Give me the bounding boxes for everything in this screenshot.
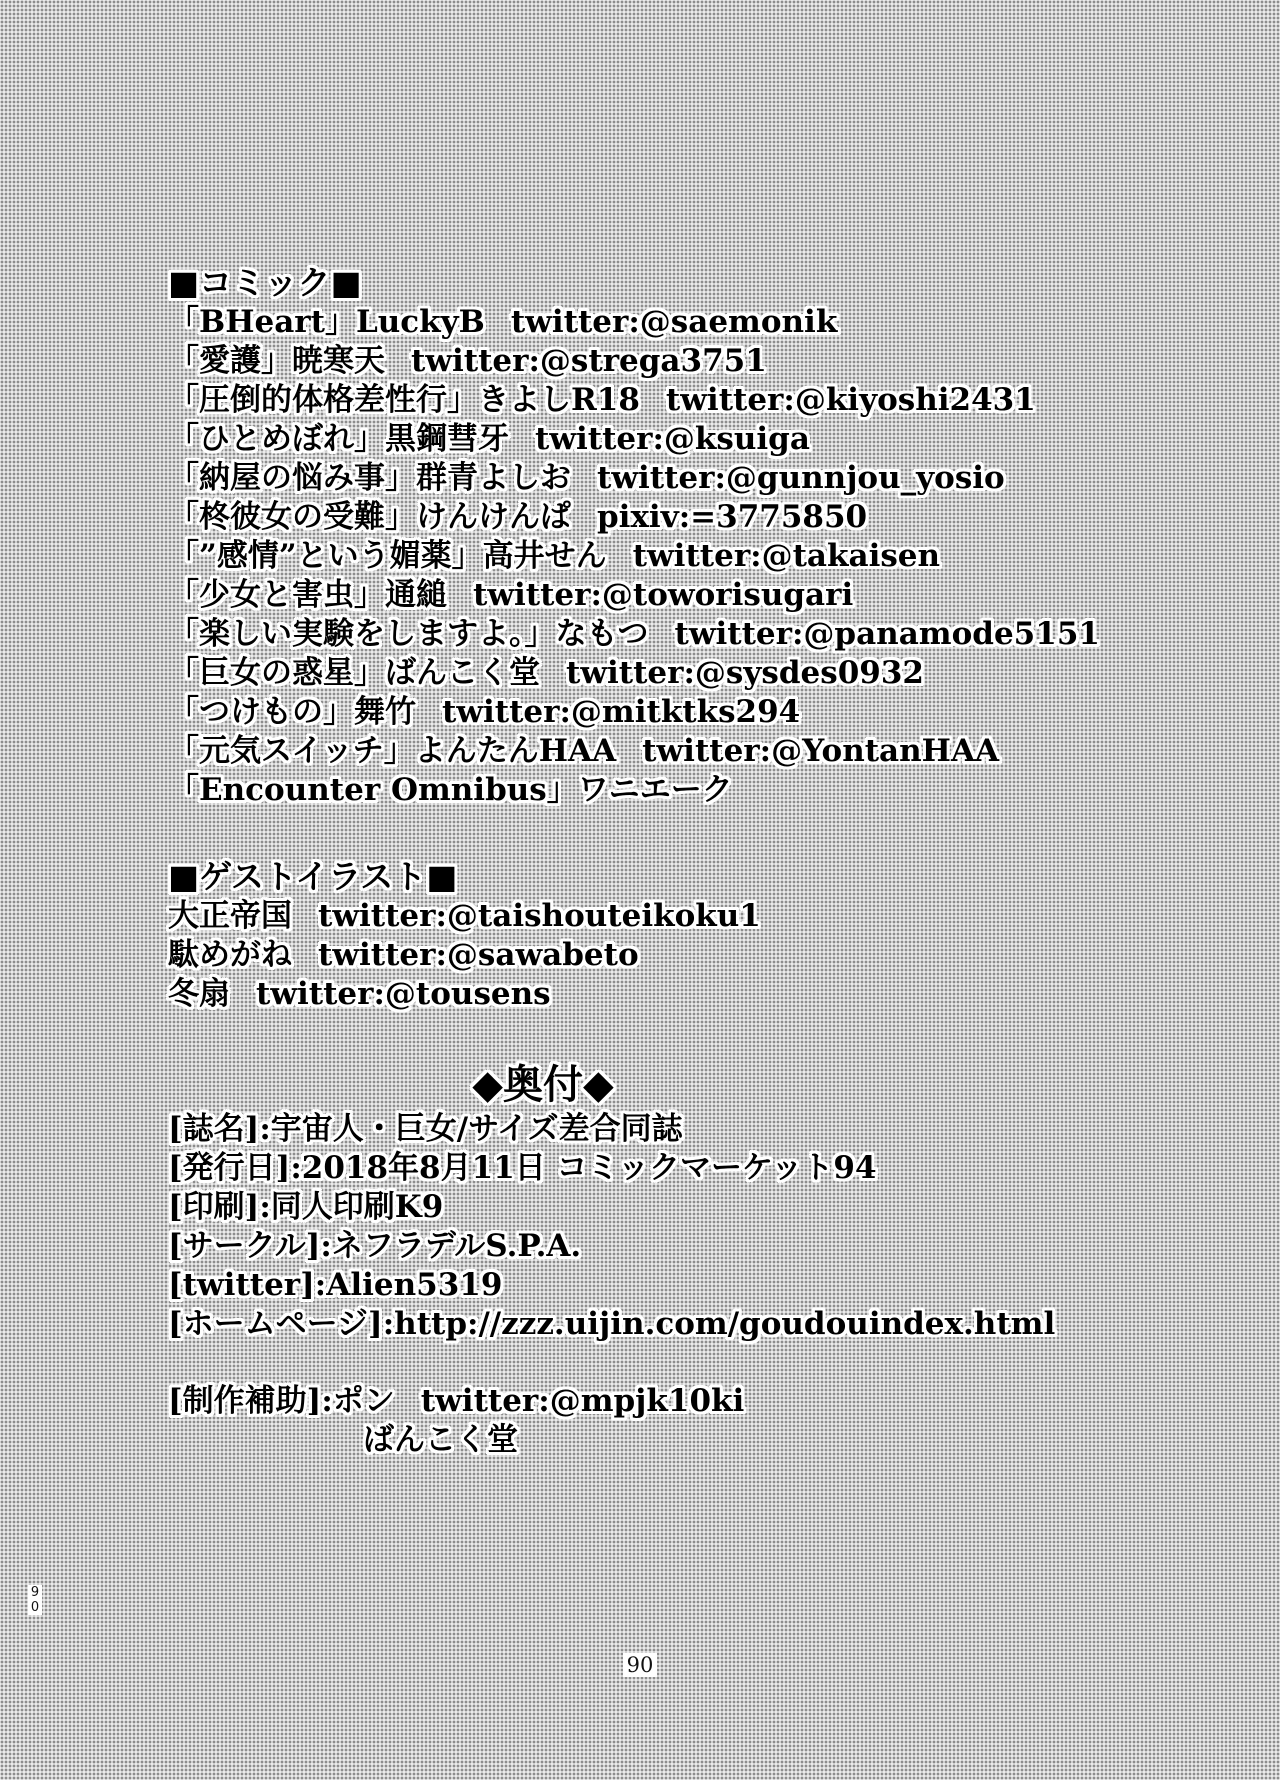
guest-name: 冬扇 [168,976,230,1012]
comic-contact: twitter:@toworisugari [473,577,854,613]
page-number: 90 [623,1653,658,1677]
comic-work: 「巨女の惑星」ばんこく堂 [168,655,540,691]
guest-contact: twitter:@sawabeto [318,937,639,973]
comic-work: 「愛護」暁寒天 [168,343,385,379]
comic-entry [168,381,1228,420]
comic-contact: pixiv:=3775850 [597,499,868,535]
comic-entry [168,576,1228,615]
comic-contact: twitter:@takaisen [632,538,941,574]
colophon-title: ◆奥付◆ [472,1061,614,1108]
comic-work: 「BHeart」LuckyB [168,304,485,340]
colophon-row [168,1149,1228,1188]
comic-contact: twitter:@sysdes0932 [566,655,924,691]
comic-contact: twitter:@panamode5151 [674,616,1100,652]
comic-section [168,263,1228,810]
guest-name: 大正帝国 [168,898,292,934]
comic-contact: twitter:@YontanHAA [642,733,1000,769]
comic-work: 「納屋の悩み事」群青よしお [168,460,571,496]
assist-name: ポン [332,1383,395,1419]
colophon-homepage-url: http://zzz.uijin.com/goudouindex.html [394,1306,1056,1342]
comic-work: 「元気スイッチ」よんたんHAA [168,733,617,769]
comic-entry [168,459,1228,498]
comic-entry [168,537,1228,576]
comic-contact: twitter:@saemonik [510,304,838,340]
comic-contact: twitter:@strega3751 [411,343,767,379]
colophon-label: [twitter]: [168,1267,327,1303]
comic-entry [168,732,1228,771]
guest-name: 駄めがね [168,937,292,973]
comic-work: 「楽しい実験をしますよ。」なもつ [168,616,649,652]
comic-heading: ■コミック■ [168,263,362,302]
colophon-label: [サークル]: [168,1228,332,1264]
comic-entry [168,615,1228,654]
spacer [168,1344,1228,1382]
comic-contact: twitter:@mitktks294 [442,694,801,730]
guest-contact: twitter:@taishouteikoku1 [318,898,761,934]
colophon-label: [印刷]: [168,1189,271,1225]
guest-entry [168,936,1228,975]
comic-entry [168,771,1228,810]
guest-entry [168,975,1228,1014]
colophon-row [168,1188,1228,1227]
comic-contact: twitter:@ksuiga [535,421,810,457]
comic-work: 「圧倒的体格差性行」きよしR18 [168,382,640,418]
colophon-label: [発行日]: [168,1150,302,1186]
comic-work: 「つけもの」舞竹 [168,694,416,730]
comic-work: 「Encounter Omnibus」ワニエーク [168,772,733,808]
colophon-row [168,1266,1228,1305]
page-number-footer [0,1653,1280,1677]
guest-entry [168,897,1228,936]
comic-entry [168,420,1228,459]
colophon-label: [誌名]: [168,1111,271,1147]
side-page-number: 9 0 [28,1585,42,1615]
colophon-row [168,1110,1228,1149]
colophon-value: 同人印刷K9 [270,1189,444,1225]
comic-work: 「少女と害虫」通縋 [168,577,447,613]
colophon-value: 2018年8月11日 コミックマーケット94 [301,1150,877,1186]
guest-heading: ■ゲストイラスト■ [168,857,458,896]
colophon-label: [ホームページ]: [168,1306,395,1342]
comic-entry [168,654,1228,693]
comic-entry [168,342,1228,381]
comic-contact: twitter:@kiyoshi2431 [665,382,1036,418]
comic-entry [168,303,1228,342]
colophon-row [168,1227,1228,1266]
comic-entry [168,498,1228,537]
comic-work: 「ひとめぼれ」黒鋼彗牙 [168,421,509,457]
colophon-section [168,1060,1228,1460]
colophon-row [168,1305,1228,1344]
guest-contact: twitter:@tousens [256,976,551,1012]
assist-contact: twitter:@mpjk10ki [420,1383,745,1419]
colophon-assist-row [168,1382,1228,1421]
colophon-label: [制作補助]: [168,1383,333,1419]
assist-name: ばんこく堂 [363,1422,518,1458]
colophon-value: 宇宙人・巨女/サイズ差合同誌 [270,1111,683,1147]
colophon-value: Alien5319 [326,1267,503,1303]
comic-work: 「”感情”という媚薬」高井せん [168,538,607,574]
comic-contact: twitter:@gunnjou_yosio [597,460,1005,496]
colophon-value: ネフラデルS.P.A. [331,1228,582,1264]
guest-illustration-section [168,857,1228,1014]
colophon-assist-row [168,1421,1228,1460]
comic-work: 「柊彼女の受難」けんけんぱ [168,499,571,535]
comic-entry [168,693,1228,732]
